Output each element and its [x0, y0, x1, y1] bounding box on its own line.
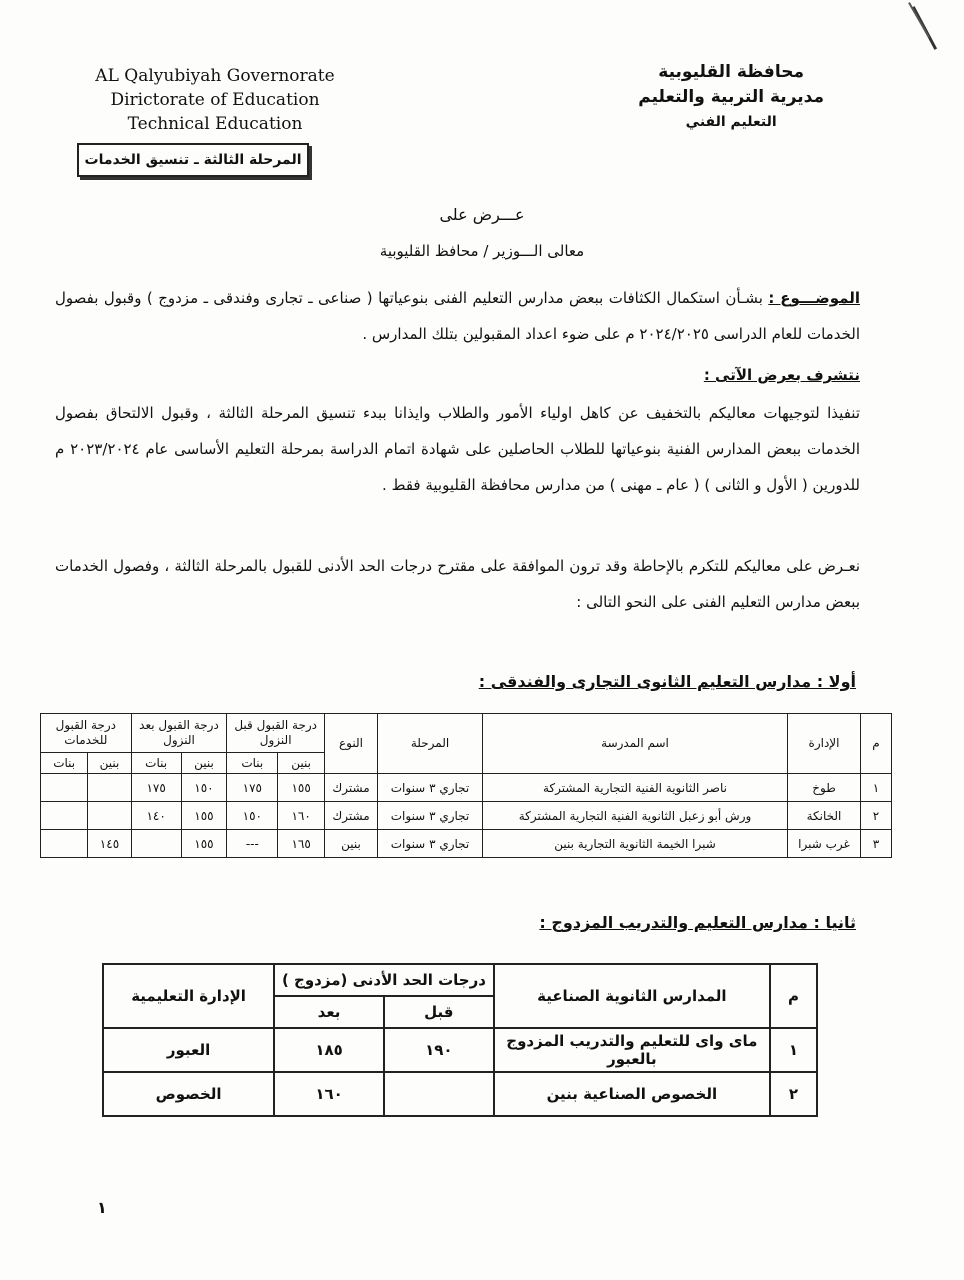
- honor-label: نتشرف بعرض الآتى :: [703, 366, 860, 384]
- subject-label: الموضـــوع :: [768, 289, 860, 307]
- cell-after-boys: ١٥٥: [181, 830, 227, 858]
- cell-num: ١: [861, 774, 892, 802]
- header-before: قبل: [384, 996, 494, 1028]
- directorate-en: Dirictorate of Education: [110, 90, 320, 110]
- header-admin: الإدارة: [788, 714, 861, 774]
- addressee: معالى الـــوزير / محافظ القليوبية: [379, 242, 585, 260]
- paragraph-1: تنفيذا لتوجيهات معاليكم بالتخفيف عن كاهل اولياء الأمور والطلاب وايذانا ببدء تنسيق المرحلة الثالثة ، وقبول الالتحاق بفصول الخدمات ببعض المدارس الفنية بنوعياتها للطلاب الحاصلين على شهادة اتمام الدراسة بمرحلة التعليم الأساسى عام ٢٠٢٣/٢٠٢٤ م للدورين ( الأول و الثانى ) ( عام ـ مهنى ) من مدارس محافظة القليوبية فقط .: [55, 404, 860, 494]
- cell-admin: غرب شبرا: [788, 830, 861, 858]
- page-number: ١: [97, 1198, 107, 1217]
- cell-after-boys: ١٥٠: [181, 774, 227, 802]
- cell-admin: طوخ: [788, 774, 861, 802]
- cell-type: مشترك: [325, 802, 378, 830]
- cell-stage: تجاري ٣ سنوات: [378, 802, 483, 830]
- cell-num: ١: [770, 1028, 817, 1072]
- dual-education-table: [102, 963, 818, 1117]
- cell-type: مشترك: [325, 774, 378, 802]
- cell-services-girls: [41, 802, 88, 830]
- cell-after-girls: ١٤٠: [131, 802, 181, 830]
- cell-admin: الخانكة: [788, 802, 861, 830]
- header-after: بعد: [274, 996, 384, 1028]
- document-title: عـــرض على: [439, 205, 525, 224]
- header-girls: بنات: [227, 753, 278, 774]
- department-en: Technical Education: [127, 114, 303, 134]
- cell-num: ٣: [861, 830, 892, 858]
- cell-before-girls: ---: [227, 830, 278, 858]
- cell-before-boys: ١٥٥: [278, 774, 325, 802]
- section-1-title: أولا : مدارس التعليم الثانوى التجارى والفندقى :: [478, 672, 856, 691]
- header-boys: بنين: [181, 753, 227, 774]
- cell-before-girls: ١٥٠: [227, 802, 278, 830]
- cell-school: ورش أبو زعبل الثانوية الفنية التجارية المشتركة: [483, 802, 788, 830]
- english-letterhead: [70, 64, 360, 136]
- header-school: المدارس الثانوية الصناعية: [494, 964, 770, 1028]
- header-type: النوع: [325, 714, 378, 774]
- governorate-en: AL Qalyubiyah Governorate: [95, 66, 335, 86]
- header-boys: بنين: [88, 753, 131, 774]
- commercial-schools-table: [40, 713, 892, 858]
- cell-school: الخصوص الصناعية بنين: [494, 1072, 770, 1116]
- cell-before-boys: ١٦٥: [278, 830, 325, 858]
- cell-stage: تجاري ٣ سنوات: [378, 774, 483, 802]
- cell-after-girls: ١٧٥: [131, 774, 181, 802]
- cell-admin: العبور: [103, 1028, 274, 1072]
- section-2-title: ثانيا : مدارس التعليم والتدريب المزدوج :: [539, 913, 856, 932]
- header-min-scores: درجات الحد الأدنى (مزدوج ): [274, 964, 494, 996]
- header-num: م: [861, 714, 892, 774]
- header-boys: بنين: [278, 753, 325, 774]
- table-row: [41, 802, 892, 830]
- cell-after-boys: ١٥٥: [181, 802, 227, 830]
- header-after: درجة القبول بعد النزول: [131, 714, 227, 753]
- cell-before: [384, 1072, 494, 1116]
- header-services: درجة القبول للخدمات: [41, 714, 132, 753]
- cell-num: ٢: [770, 1072, 817, 1116]
- governorate-ar: محافظة القليوبية: [658, 62, 804, 82]
- header-stage: المرحلة: [378, 714, 483, 774]
- cell-num: ٢: [861, 802, 892, 830]
- cell-after: ١٨٥: [274, 1028, 384, 1072]
- cell-services-boys: [88, 802, 131, 830]
- header-school: اسم المدرسة: [483, 714, 788, 774]
- corner-mark: [908, 2, 930, 38]
- table-row: [41, 830, 892, 858]
- cell-school: شبرا الخيمة الثانوية التجارية بنين: [483, 830, 788, 858]
- subject-paragraph: [55, 280, 860, 352]
- cell-before: ١٩٠: [384, 1028, 494, 1072]
- header-admin: الإدارة التعليمية: [103, 964, 274, 1028]
- cell-services-boys: ١٤٥: [88, 830, 131, 858]
- cell-after: ١٦٠: [274, 1072, 384, 1116]
- cell-stage: تجاري ٣ سنوات: [378, 830, 483, 858]
- cell-school: ماى واى للتعليم والتدريب المزدوج بالعبور: [494, 1028, 770, 1072]
- cell-services-girls: [41, 774, 88, 802]
- department-ar: التعليم الفني: [685, 114, 777, 130]
- cell-school: ناصر الثانوية الفنية التجارية المشتركة: [483, 774, 788, 802]
- header-girls: بنات: [131, 753, 181, 774]
- arabic-letterhead: [638, 60, 824, 135]
- cell-admin: الخصوص: [103, 1072, 274, 1116]
- cell-before-boys: ١٦٠: [278, 802, 325, 830]
- cell-after-girls: [131, 830, 181, 858]
- header-num: م: [770, 964, 817, 1028]
- subject-text: بشـأن استكمال الكثافات ببعض مدارس التعليم الفنى بنوعياتها ( صناعى ـ تجارى وفندقى ـ مزدوج ) وقبول بفصول الخدمات للعام الدراسى ٢٠٢٤/٢٠٢٥ م على ضوء اعداد المقبولين بتلك المدارس .: [55, 289, 860, 343]
- cell-services-boys: [88, 774, 131, 802]
- phase-box: المرحلة الثالثة ـ تنسيق الخدمات: [77, 143, 309, 177]
- table-row: [103, 1028, 817, 1072]
- table-row: [41, 774, 892, 802]
- header-before: درجة القبول قبل النزول: [227, 714, 325, 753]
- header-girls: بنات: [41, 753, 88, 774]
- table-row: [103, 1072, 817, 1116]
- directorate-ar: مديرية التربية والتعليم: [638, 87, 824, 107]
- cell-before-girls: ١٧٥: [227, 774, 278, 802]
- cell-services-girls: [41, 830, 88, 858]
- cell-type: بنين: [325, 830, 378, 858]
- paragraph-2: نعـرض على معاليكم للتكرم بالإحاطة وقد ترون الموافقة على مقترح درجات الحد الأدنى للقبول بالمرحلة الثالثة ، وفصول الخدمات ببعض مدارس التعليم الفنى على النحو التالى :: [55, 557, 860, 611]
